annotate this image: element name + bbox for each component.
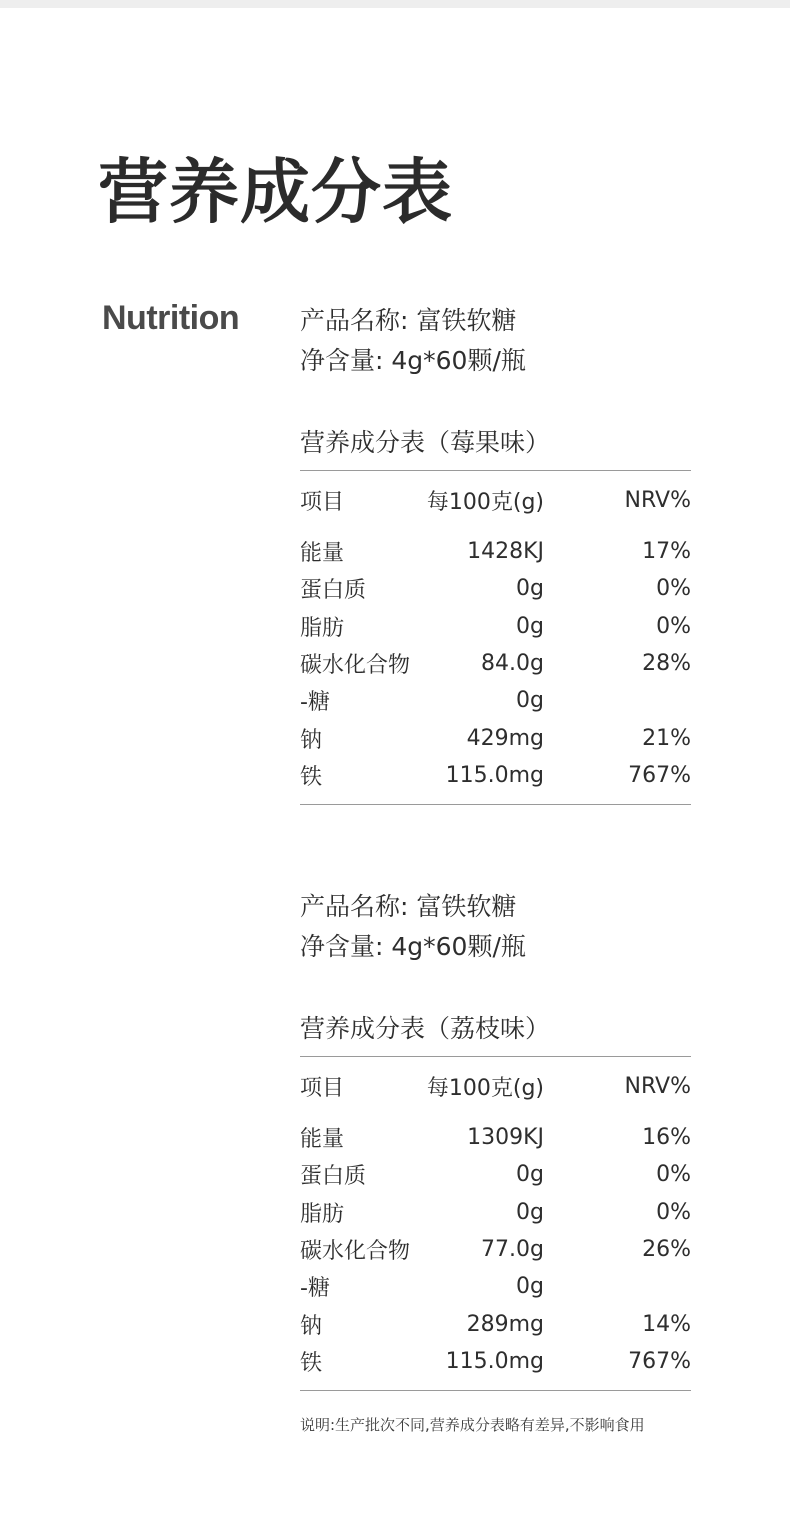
header-per-100g: 每100克(g) (426, 1075, 544, 1101)
table-row (300, 757, 691, 794)
nutrient-value: 0g (516, 576, 544, 602)
nutrition-table (300, 1056, 691, 1391)
nutrient-value: 429mg (466, 725, 544, 751)
nutrient-value: 115.0mg (445, 1348, 544, 1374)
header-item: 项目 (300, 489, 345, 515)
table-body (300, 1115, 691, 1390)
nutrient-name: 能量 (300, 1127, 345, 1153)
product-block-lychee (300, 888, 691, 1391)
table-row (300, 682, 691, 719)
table-row (300, 1268, 691, 1305)
nutrient-nrv: 28% (642, 651, 691, 677)
nutrient-name: 碳水化合物 (300, 1239, 411, 1265)
nutrient-name: 钠 (300, 1313, 323, 1339)
top-divider-strip (0, 0, 790, 8)
nutrient-name: 蛋白质 (300, 1164, 367, 1190)
table-header-row (300, 471, 691, 529)
nutrient-nrv: 21% (642, 725, 691, 751)
page-title: 营养成分表 (98, 151, 453, 233)
nutrient-value: 0g (516, 1199, 544, 1225)
product-block-berry (300, 302, 691, 805)
net-content-line: 净含量: 4g*60颗/瓶 (300, 932, 526, 961)
table-row (300, 608, 691, 645)
nutrient-nrv: 0% (656, 1162, 691, 1188)
table-row (300, 645, 691, 682)
nutrient-nrv: 16% (642, 1125, 691, 1151)
header-nrv: NRV% (624, 1073, 691, 1099)
nutrient-name: 脂肪 (300, 1201, 345, 1227)
table-body (300, 529, 691, 804)
nutrient-nrv: 26% (642, 1237, 691, 1263)
nutrient-name: -糖 (300, 1276, 330, 1302)
table-row (300, 570, 691, 607)
nutrient-nrv: 767% (628, 1348, 691, 1374)
table-title: 营养成分表（荔枝味） (300, 1014, 551, 1043)
nutrient-value: 1309KJ (467, 1125, 544, 1151)
table-header-row (300, 1057, 691, 1115)
nutrient-value: 77.0g (481, 1237, 544, 1263)
table-row (300, 1305, 691, 1342)
nutrient-value: 0g (516, 1162, 544, 1188)
nutrient-nrv: 14% (642, 1311, 691, 1337)
table-row (300, 1119, 691, 1156)
nutrient-value: 289mg (466, 1311, 544, 1337)
product-name-line: 产品名称: 富铁软糖 (300, 306, 517, 335)
nutrient-name: 能量 (300, 541, 345, 567)
nutrient-value: 0g (516, 1274, 544, 1300)
table-row (300, 1194, 691, 1231)
nutrient-name: 蛋白质 (300, 578, 367, 604)
nutrient-name: 铁 (300, 1350, 323, 1376)
header-nrv: NRV% (624, 487, 691, 513)
table-row (300, 1343, 691, 1380)
net-content-line: 净含量: 4g*60颗/瓶 (300, 346, 526, 375)
header-per-100g: 每100克(g) (426, 489, 544, 515)
nutrient-nrv: 0% (656, 576, 691, 602)
nutrient-value: 0g (516, 613, 544, 639)
nutrient-name: 钠 (300, 727, 323, 753)
nutrient-nrv: 0% (656, 1199, 691, 1225)
table-row (300, 1231, 691, 1268)
table-row (300, 1156, 691, 1193)
nutrient-name: 铁 (300, 764, 323, 790)
product-name-line: 产品名称: 富铁软糖 (300, 892, 517, 921)
nutrient-name: 脂肪 (300, 615, 345, 641)
nutrient-value: 84.0g (481, 651, 544, 677)
nutrient-name: -糖 (300, 690, 330, 716)
nutrient-name: 碳水化合物 (300, 653, 411, 679)
footnote: 说明:生产批次不同,营养成分表略有差异,不影响食用 (300, 1416, 645, 1434)
header-item: 项目 (300, 1075, 345, 1101)
nutrient-value: 0g (516, 688, 544, 714)
nutrient-nrv: 767% (628, 762, 691, 788)
section-label: Nutrition (102, 299, 240, 337)
table-title: 营养成分表（莓果味） (300, 428, 551, 457)
nutrition-table (300, 470, 691, 805)
table-row (300, 719, 691, 756)
nutrient-value: 115.0mg (445, 762, 544, 788)
table-row (300, 533, 691, 570)
nutrient-value: 1428KJ (467, 539, 544, 565)
nutrient-nrv: 17% (642, 539, 691, 565)
nutrient-nrv: 0% (656, 613, 691, 639)
